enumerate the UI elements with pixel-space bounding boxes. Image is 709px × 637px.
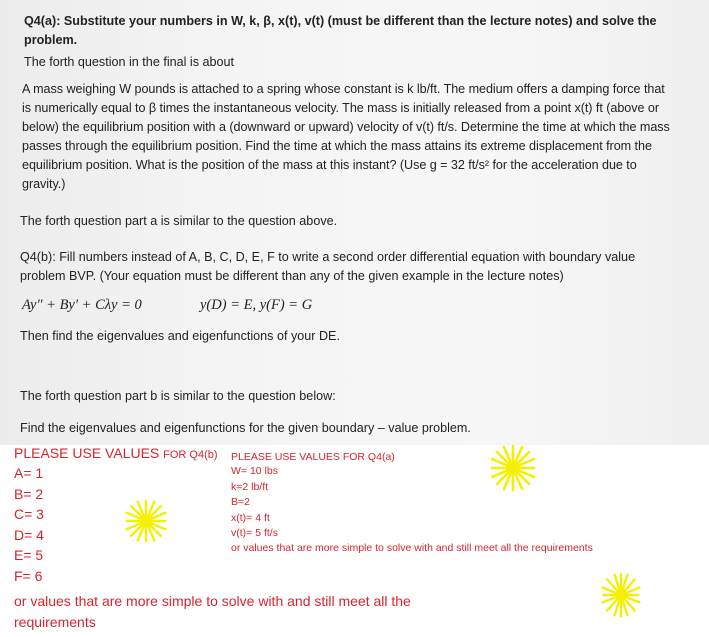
q4b-example: Find the eigenvalues and eigenfunctions for the given boundary – value problem. [20,421,471,435]
equation-boundary-conditions: y(D) = E, y(F) = G [200,297,313,313]
q4a-similar-note: The forth question part a is similar to the question above. [20,214,338,228]
values-b-list [14,463,44,586]
values-b-footer: or values that are more simple to solve with and still meet all the requirements [14,593,411,630]
value-w: W= 10 lbs [231,465,278,477]
values-b-heading-suffix: FOR Q4(b) [163,449,218,461]
equation-main: Ay″ + By′ + Cλy = 0 [22,297,142,313]
value-v0: v(t)= 5 ft/s [231,527,278,539]
values-a-footer: or values that are more simple to solve with and still meet all the requirements [231,542,593,554]
value-d: D= 4 [14,526,44,543]
q4a-intro: The forth question in the final is about [24,55,235,69]
q4a-heading: Q4(a): Substitute your numbers in W, k, β, x(t), v(t) (must be different than the lecture notes) and solve the problem. [24,14,657,47]
value-x0: x(t)= 4 ft [231,511,270,524]
q4b-similar-note: The forth question part b is similar to the question below: [20,389,336,403]
q4b-task: Then find the eigenvalues and eigenfunctions of your DE. [20,329,340,343]
star-scribble-icon [598,570,644,620]
value-b: B= 2 [14,485,44,502]
value-c: C= 3 [14,506,44,522]
q4b-heading: Q4(b): Fill numbers instead of A, B, C, D, E, F to write a second order differential equation with boundary value problem BVP. (Your equation must be different than any of the given example in the lecture notes) [20,250,636,283]
values-a-heading: PLEASE USE VALUES FOR Q4(a) [231,451,395,463]
values-b-heading [14,443,218,466]
star-scribble-icon [488,443,538,493]
star-scribble-icon [123,498,169,544]
value-f: F= 6 [14,567,43,584]
q4a-problem-text: A mass weighing W pounds is attached to a spring whose constant is k lb/ft. The medium offers a damping force that is numerically equal to β times the instantaneous velocity. The mass is initially released from a point x(t) ft (above or below) the equilibrium position with a (downward or upward) velocity of v(t) ft/s. Determine the time at which the mass passes through the equilibrium position. Find the time at which the mass attains its extreme displacement from the equilibrium position. What is the position of the mass at this instant? (Use g = 32 ft/s² for the acceleration due to gravity.) [22,82,670,191]
value-a: A= 1 [14,465,44,481]
value-beta: B=2 [231,496,250,508]
values-a-list [231,464,278,542]
value-e: E= 5 [14,547,44,563]
values-b-heading-main: PLEASE USE VALUES [14,445,160,461]
value-k: k=2 lb/ft [231,480,269,493]
